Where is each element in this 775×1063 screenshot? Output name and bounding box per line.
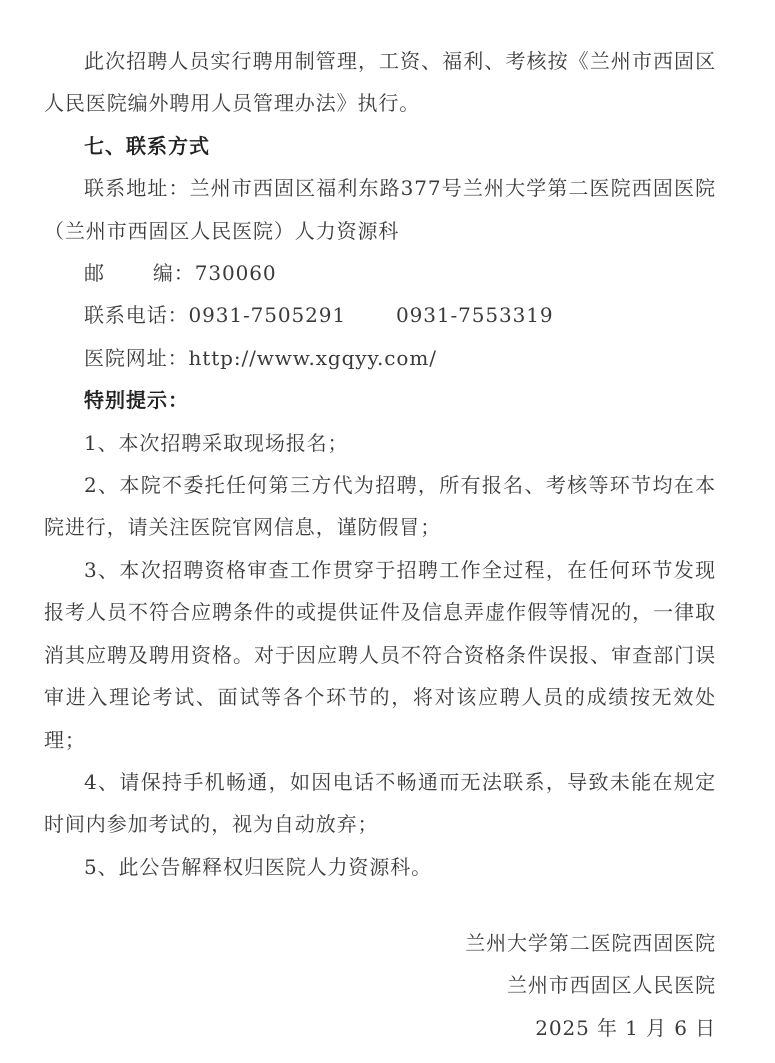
contact-address [44, 167, 716, 252]
postcode-label-a: 邮 [84, 261, 105, 286]
contact-postcode [44, 252, 716, 294]
contact-heading: 七、联系方式 [84, 133, 210, 158]
postcode-label-b: 编： [152, 261, 195, 286]
notice-heading: 特别提示： [84, 388, 189, 413]
notice-item-4: 4、请保持手机畅通，如因电话不畅通而无法联系，导致未能在规定时间内参加考试的，视为自动放弃； [44, 769, 716, 837]
intro-paragraph: 此次招聘人员实行聘用制管理，工资、福利、考核按《兰州市西固区人民医院编外聘用人员管理办法》执行。 [44, 49, 716, 116]
contact-phone [44, 294, 716, 336]
website-link[interactable]: http://www.xgqyy.com/ [188, 345, 437, 370]
signature-org-1: 兰州大学第二医院西固医院 [465, 931, 716, 955]
address-value: 兰州市西固区福利东路377号兰州大学第二医院西固医院（兰州市西固区人民医院）人力资源科 [44, 176, 717, 243]
document-body [44, 40, 716, 888]
signature-block [465, 922, 716, 1049]
contact-website [44, 337, 716, 379]
address-label: 联系地址： [84, 176, 190, 201]
notice-item-1: 1、本次招聘采取现场报名； [84, 430, 349, 455]
notice-item-3: 3、本次招聘资格审查工作贯穿于招聘工作全过程，在任何环节发现报考人员不符合应聘条件的或提供证件及信息弄虚作假等情况的，一律取消其应聘及聘用资格。对于因应聘人员不符合资格条件误报、审查部门误审进入理论考试、面试等各个环节的，将对该应聘人员的成绩按无效处理； [44, 557, 716, 752]
postcode-value: 730060 [194, 261, 277, 286]
phone-2: 0931-7553319 [396, 303, 554, 328]
phone-1: 0931-7505291 [188, 303, 347, 328]
website-label: 医院网址： [84, 345, 189, 370]
notice-item-2: 2、本院不委托任何第三方代为招聘，所有报名、考核等环节均在本院进行，请关注医院官网信息，谨防假冒； [44, 473, 716, 540]
phone-label: 联系电话： [84, 303, 189, 328]
signature-org-2: 兰州市西固区人民医院 [507, 973, 716, 998]
notice-item-5: 5、此公告解释权归医院人力资源科。 [84, 854, 433, 879]
signature-date: 2025 年 1 月 6 日 [535, 1015, 716, 1040]
